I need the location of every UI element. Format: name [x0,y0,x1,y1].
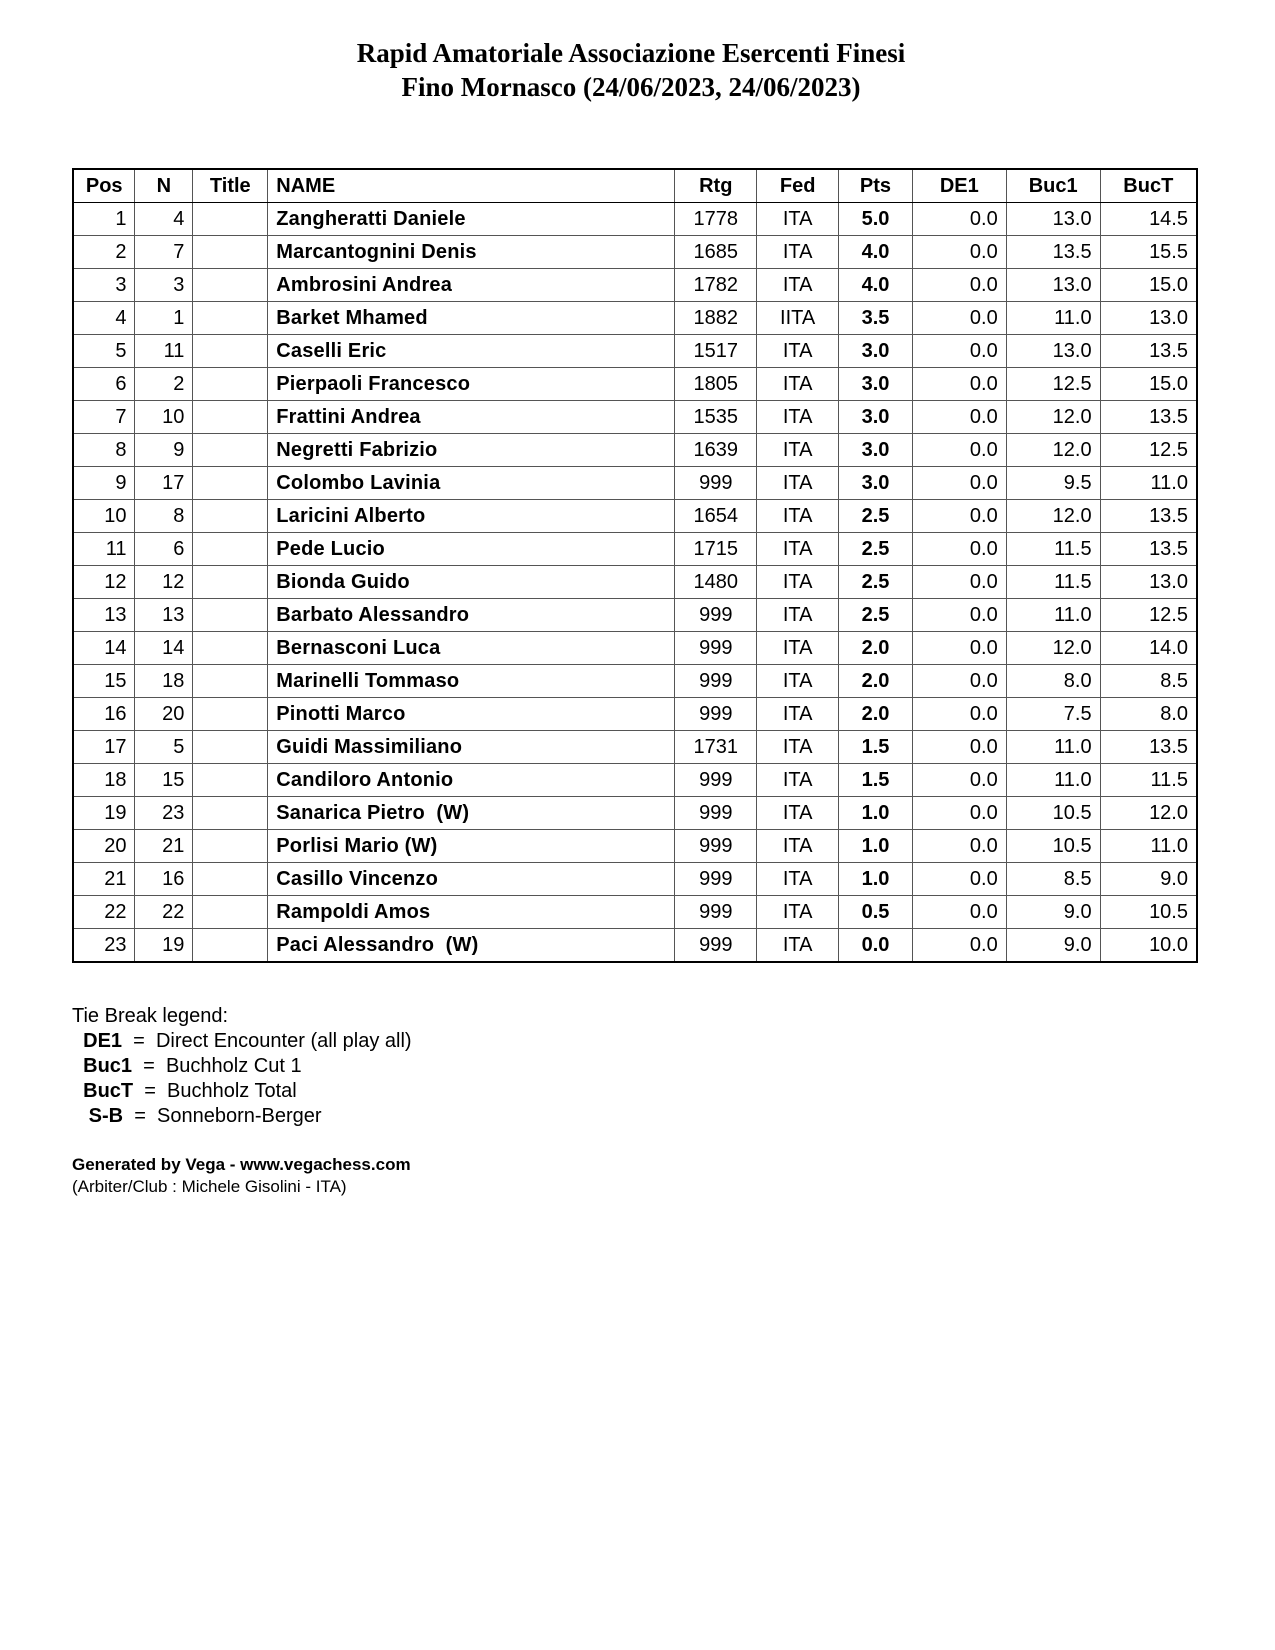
legend-key: S-B [88,1105,124,1127]
fed-cell: ITA [757,533,839,566]
player-name-cell: Caselli Eric [268,335,675,368]
buct-cell: 8.0 [1100,698,1197,731]
legend-item [72,1104,412,1129]
pos-cell: 11 [73,533,135,566]
pos-cell: 22 [73,896,135,929]
rating-cell: 1731 [675,731,757,764]
col-header-title: Title [193,169,268,203]
fed-cell: ITA [757,764,839,797]
buct-cell: 15.5 [1100,236,1197,269]
title-cell [193,797,268,830]
rating-cell: 1517 [675,335,757,368]
fed-cell: ITA [757,665,839,698]
rating-cell: 1715 [675,533,757,566]
legend-desc: Buchholz Total [167,1080,297,1102]
points-cell: 2.5 [839,500,913,533]
standings-table [72,168,1198,963]
rating-cell: 999 [675,797,757,830]
fed-cell: ITA [757,599,839,632]
fed-cell: ITA [757,236,839,269]
standings-body [73,203,1197,963]
arbiter-text: (Arbiter/Club : Michele Gisolini - ITA) [72,1177,347,1196]
buc1-cell: 11.5 [1006,533,1100,566]
buct-cell: 9.0 [1100,863,1197,896]
points-cell: 1.0 [839,863,913,896]
buct-cell: 10.0 [1100,929,1197,963]
table-row [73,236,1197,269]
player-name-cell: Colombo Lavinia [268,467,675,500]
table-row [73,302,1197,335]
footer [72,1154,411,1198]
legend-item [72,1054,412,1079]
legend-heading: Tie Break legend: [72,1005,229,1027]
buc1-cell: 11.0 [1006,302,1100,335]
title-cell [193,599,268,632]
fed-cell: ITA [757,269,839,302]
pos-cell: 10 [73,500,135,533]
player-name-cell: Zangheratti Daniele [268,203,675,236]
pos-cell: 4 [73,302,135,335]
player-name-cell: Candiloro Antonio [268,764,675,797]
buc1-cell: 13.0 [1006,203,1100,236]
de1-cell: 0.0 [912,731,1006,764]
n-cell: 1 [135,302,193,335]
n-cell: 12 [135,566,193,599]
n-cell: 6 [135,533,193,566]
pos-cell: 15 [73,665,135,698]
buct-cell: 14.0 [1100,632,1197,665]
player-name-cell: Pede Lucio [268,533,675,566]
player-name-cell: Laricini Alberto [268,500,675,533]
buct-cell: 13.5 [1100,731,1197,764]
n-cell: 2 [135,368,193,401]
player-name-cell: Barbato Alessandro [268,599,675,632]
fed-cell: ITA [757,467,839,500]
buc1-cell: 11.0 [1006,764,1100,797]
title-cell [193,269,268,302]
title-cell [193,335,268,368]
buct-cell: 15.0 [1100,269,1197,302]
n-cell: 9 [135,434,193,467]
generated-by-text: Generated by Vega - www.vegachess.com [72,1155,411,1174]
player-name-cell: Ambrosini Andrea [268,269,675,302]
player-name-cell: Sanarica Pietro (W) [268,797,675,830]
buc1-cell: 12.0 [1006,500,1100,533]
buct-cell: 12.5 [1100,434,1197,467]
points-cell: 1.5 [839,731,913,764]
title-cell [193,830,268,863]
fed-cell: ITA [757,797,839,830]
de1-cell: 0.0 [912,302,1006,335]
legend-key: DE1 [83,1030,123,1052]
table-row [73,731,1197,764]
points-cell: 4.0 [839,269,913,302]
table-row [73,335,1197,368]
title-cell [193,929,268,963]
points-cell: 2.5 [839,566,913,599]
buc1-cell: 13.0 [1006,335,1100,368]
n-cell: 4 [135,203,193,236]
document-title [0,36,1262,104]
col-header-fed: Fed [757,169,839,203]
points-cell: 2.5 [839,599,913,632]
de1-cell: 0.0 [912,929,1006,963]
fed-cell: ITA [757,830,839,863]
legend-desc: Direct Encounter (all play all) [155,1030,412,1052]
n-cell: 19 [135,929,193,963]
title-cell [193,731,268,764]
rating-cell: 999 [675,764,757,797]
col-header-n: N [135,169,193,203]
rating-cell: 1778 [675,203,757,236]
buc1-cell: 12.5 [1006,368,1100,401]
de1-cell: 0.0 [912,203,1006,236]
buct-cell: 13.0 [1100,302,1197,335]
buc1-cell: 10.5 [1006,797,1100,830]
col-header-buct: BucT [1100,169,1197,203]
buct-cell: 15.0 [1100,368,1197,401]
buct-cell: 13.5 [1100,533,1197,566]
fed-cell: IITA [757,302,839,335]
pos-cell: 17 [73,731,135,764]
col-header-pos: Pos [73,169,135,203]
table-row [73,863,1197,896]
rating-cell: 1805 [675,368,757,401]
buct-cell: 11.0 [1100,830,1197,863]
rating-cell: 999 [675,467,757,500]
legend-item [72,1029,412,1054]
legend-desc: Buchholz Cut 1 [165,1055,302,1077]
legend-item [72,1079,412,1104]
buct-cell: 11.5 [1100,764,1197,797]
pos-cell: 1 [73,203,135,236]
de1-cell: 0.0 [912,863,1006,896]
de1-cell: 0.0 [912,500,1006,533]
points-cell: 2.0 [839,698,913,731]
table-row [73,203,1197,236]
table-row [73,533,1197,566]
pos-cell: 19 [73,797,135,830]
tie-break-legend [72,1004,412,1129]
player-name-cell: Porlisi Mario (W) [268,830,675,863]
buct-cell: 14.5 [1100,203,1197,236]
fed-cell: ITA [757,863,839,896]
title-cell [193,500,268,533]
pos-cell: 2 [73,236,135,269]
de1-cell: 0.0 [912,599,1006,632]
table-row [73,599,1197,632]
rating-cell: 999 [675,929,757,963]
rating-cell: 1535 [675,401,757,434]
buc1-cell: 9.0 [1006,929,1100,963]
table-header-row [73,169,1197,203]
points-cell: 2.0 [839,665,913,698]
n-cell: 23 [135,797,193,830]
table-row [73,665,1197,698]
pos-cell: 16 [73,698,135,731]
rating-cell: 999 [675,863,757,896]
player-name-cell: Paci Alessandro (W) [268,929,675,963]
n-cell: 3 [135,269,193,302]
fed-cell: ITA [757,500,839,533]
buc1-cell: 8.0 [1006,665,1100,698]
title-line-1: Rapid Amatoriale Associazione Esercenti Finesi [356,38,906,68]
buc1-cell: 13.0 [1006,269,1100,302]
n-cell: 16 [135,863,193,896]
points-cell: 3.0 [839,368,913,401]
buc1-cell: 12.0 [1006,632,1100,665]
n-cell: 22 [135,896,193,929]
title-cell [193,533,268,566]
fed-cell: ITA [757,434,839,467]
rating-cell: 1685 [675,236,757,269]
buc1-cell: 10.5 [1006,830,1100,863]
pos-cell: 9 [73,467,135,500]
player-name-cell: Pinotti Marco [268,698,675,731]
title-cell [193,467,268,500]
pos-cell: 18 [73,764,135,797]
fed-cell: ITA [757,896,839,929]
fed-cell: ITA [757,929,839,963]
table-row [73,632,1197,665]
rating-cell: 999 [675,665,757,698]
points-cell: 3.0 [839,467,913,500]
col-header-rtg: Rtg [675,169,757,203]
fed-cell: ITA [757,401,839,434]
col-header-pts: Pts [839,169,913,203]
player-name-cell: Rampoldi Amos [268,896,675,929]
de1-cell: 0.0 [912,368,1006,401]
de1-cell: 0.0 [912,830,1006,863]
title-cell [193,302,268,335]
fed-cell: ITA [757,335,839,368]
n-cell: 11 [135,335,193,368]
fed-cell: ITA [757,566,839,599]
de1-cell: 0.0 [912,467,1006,500]
de1-cell: 0.0 [912,335,1006,368]
buct-cell: 12.0 [1100,797,1197,830]
title-cell [193,665,268,698]
de1-cell: 0.0 [912,698,1006,731]
table-row [73,896,1197,929]
col-header-buc1: Buc1 [1006,169,1100,203]
n-cell: 5 [135,731,193,764]
title-cell [193,236,268,269]
player-name-cell: Negretti Fabrizio [268,434,675,467]
n-cell: 8 [135,500,193,533]
title-cell [193,401,268,434]
fed-cell: ITA [757,632,839,665]
buc1-cell: 11.5 [1006,566,1100,599]
rating-cell: 1639 [675,434,757,467]
n-cell: 15 [135,764,193,797]
buc1-cell: 12.0 [1006,434,1100,467]
buc1-cell: 9.5 [1006,467,1100,500]
de1-cell: 0.0 [912,665,1006,698]
pos-cell: 14 [73,632,135,665]
points-cell: 3.5 [839,302,913,335]
pos-cell: 20 [73,830,135,863]
table-row [73,929,1197,963]
n-cell: 13 [135,599,193,632]
rating-cell: 1882 [675,302,757,335]
table-row [73,764,1197,797]
n-cell: 20 [135,698,193,731]
rating-cell: 999 [675,896,757,929]
rating-cell: 999 [675,830,757,863]
points-cell: 0.5 [839,896,913,929]
pos-cell: 3 [73,269,135,302]
n-cell: 17 [135,467,193,500]
buct-cell: 13.0 [1100,566,1197,599]
table-row [73,401,1197,434]
buct-cell: 10.5 [1100,896,1197,929]
de1-cell: 0.0 [912,236,1006,269]
table-row [73,566,1197,599]
table-row [73,830,1197,863]
title-cell [193,368,268,401]
n-cell: 7 [135,236,193,269]
title-line-2: Fino Mornasco (24/06/2023, 24/06/2023) [401,72,861,102]
table-row [73,434,1197,467]
pos-cell: 12 [73,566,135,599]
buc1-cell: 9.0 [1006,896,1100,929]
buct-cell: 13.5 [1100,500,1197,533]
pos-cell: 5 [73,335,135,368]
player-name-cell: Bionda Guido [268,566,675,599]
rating-cell: 999 [675,698,757,731]
rating-cell: 1654 [675,500,757,533]
buc1-cell: 11.0 [1006,731,1100,764]
de1-cell: 0.0 [912,401,1006,434]
table-row [73,500,1197,533]
points-cell: 0.0 [839,929,913,963]
buct-cell: 13.5 [1100,335,1197,368]
title-cell [193,764,268,797]
legend-key: Buc1 [83,1055,133,1077]
table-row [73,368,1197,401]
table-row [73,698,1197,731]
player-name-cell: Marinelli Tommaso [268,665,675,698]
player-name-cell: Pierpaoli Francesco [268,368,675,401]
col-header-name: NAME [268,169,675,203]
points-cell: 3.0 [839,434,913,467]
de1-cell: 0.0 [912,896,1006,929]
legend-key: BucT [83,1080,134,1102]
title-cell [193,203,268,236]
title-cell [193,566,268,599]
points-cell: 1.0 [839,797,913,830]
pos-cell: 21 [73,863,135,896]
de1-cell: 0.0 [912,764,1006,797]
legend-separator: = [123,1105,158,1127]
pos-cell: 6 [73,368,135,401]
points-cell: 5.0 [839,203,913,236]
de1-cell: 0.0 [912,533,1006,566]
buct-cell: 12.5 [1100,599,1197,632]
legend-separator: = [132,1055,166,1077]
rating-cell: 999 [675,599,757,632]
legend-separator: = [133,1080,168,1102]
player-name-cell: Marcantognini Denis [268,236,675,269]
rating-cell: 1480 [675,566,757,599]
legend-desc: Sonneborn-Berger [157,1105,322,1127]
player-name-cell: Bernasconi Luca [268,632,675,665]
fed-cell: ITA [757,203,839,236]
table-row [73,467,1197,500]
buc1-cell: 12.0 [1006,401,1100,434]
fed-cell: ITA [757,731,839,764]
table-row [73,269,1197,302]
pos-cell: 13 [73,599,135,632]
points-cell: 2.5 [839,533,913,566]
n-cell: 14 [135,632,193,665]
points-cell: 4.0 [839,236,913,269]
pos-cell: 23 [73,929,135,963]
player-name-cell: Guidi Massimiliano [268,731,675,764]
pos-cell: 8 [73,434,135,467]
points-cell: 3.0 [839,401,913,434]
points-cell: 3.0 [839,335,913,368]
title-cell [193,632,268,665]
title-cell [193,434,268,467]
buct-cell: 13.5 [1100,401,1197,434]
de1-cell: 0.0 [912,797,1006,830]
n-cell: 18 [135,665,193,698]
buc1-cell: 13.5 [1006,236,1100,269]
player-name-cell: Frattini Andrea [268,401,675,434]
fed-cell: ITA [757,368,839,401]
table-row [73,797,1197,830]
points-cell: 2.0 [839,632,913,665]
col-header-de1: DE1 [912,169,1006,203]
de1-cell: 0.0 [912,566,1006,599]
title-cell [193,896,268,929]
rating-cell: 1782 [675,269,757,302]
buct-cell: 11.0 [1100,467,1197,500]
player-name-cell: Barket Mhamed [268,302,675,335]
de1-cell: 0.0 [912,434,1006,467]
pos-cell: 7 [73,401,135,434]
rating-cell: 999 [675,632,757,665]
points-cell: 1.0 [839,830,913,863]
buc1-cell: 7.5 [1006,698,1100,731]
player-name-cell: Casillo Vincenzo [268,863,675,896]
buc1-cell: 8.5 [1006,863,1100,896]
buc1-cell: 11.0 [1006,599,1100,632]
title-cell [193,863,268,896]
title-cell [193,698,268,731]
fed-cell: ITA [757,698,839,731]
de1-cell: 0.0 [912,632,1006,665]
n-cell: 10 [135,401,193,434]
legend-separator: = [122,1030,156,1052]
de1-cell: 0.0 [912,269,1006,302]
n-cell: 21 [135,830,193,863]
buct-cell: 8.5 [1100,665,1197,698]
points-cell: 1.5 [839,764,913,797]
